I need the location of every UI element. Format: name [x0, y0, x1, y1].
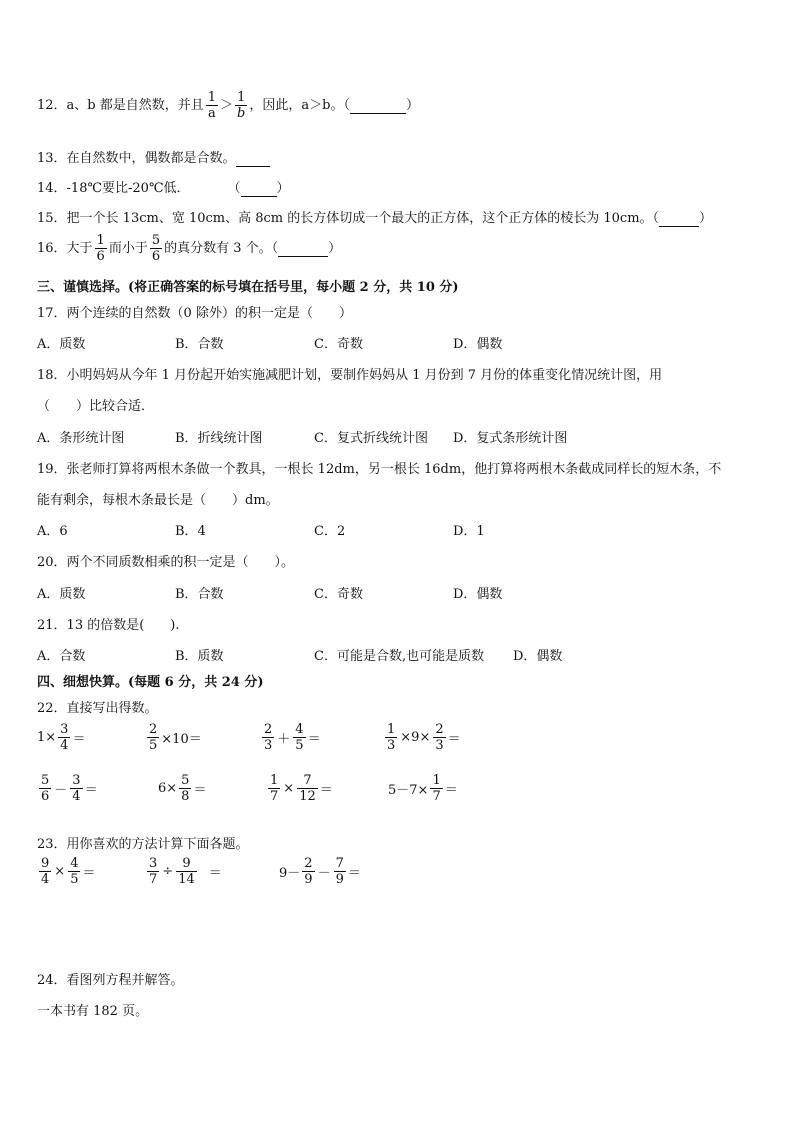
q17-option-d[interactable]: D．偶数: [453, 337, 503, 352]
q22-expression-1: 1× $\frac{3}{4}$ ＝: [37, 722, 86, 753]
q23-expression-2: $\frac{3}{7}$ ÷ $\frac{9}{14}$ ＝: [149, 856, 222, 887]
question-18-line-2: （ ）比较合适．: [37, 399, 155, 414]
question-15: 15．把一个长 13cm、宽 10cm、高 8cm 的长方体切成一个最大的正方体，这个正方体的棱长为 10cm。（ ）: [37, 211, 713, 226]
question-19-line-1: 19．张老师打算将两根木条做一个教具，一根长 12dm，另一根长 16dm，他打算将两根木条截成同样长的短木条，不: [37, 462, 722, 477]
q21-option-b[interactable]: B．质数: [175, 649, 224, 664]
q12-text: 12．a、b 都是自然数，并且: [37, 98, 204, 113]
fraction-5-6: $\frac{5}{6}$: [151, 233, 161, 264]
q17-option-a[interactable]: A．质数: [37, 337, 86, 352]
answer-blank-16[interactable]: [278, 241, 328, 257]
q18-option-d[interactable]: D．复式条形统计图: [453, 431, 568, 446]
q20-option-b[interactable]: B．合数: [175, 587, 224, 602]
q19-option-d[interactable]: D．1: [453, 524, 485, 539]
question-12: 12．a、b 都是自然数，并且 $\frac{1}{a}$ ＞ $\frac{1}{b}$ ，因此，a＞b。（ ）: [37, 90, 419, 121]
question-13: 13．在自然数中，偶数都是合数。: [37, 147, 270, 167]
answer-blank-15[interactable]: [659, 211, 699, 227]
q19-option-c[interactable]: C．2: [314, 524, 346, 539]
greater-than-sign: ＞: [220, 98, 234, 113]
q21-option-c[interactable]: C．可能是合数,也可能是质数: [314, 649, 485, 664]
q23-expression-3: 9－ $\frac{2}{9}$ － $\frac{7}{9}$ ＝: [279, 856, 361, 887]
q21-option-d[interactable]: D．偶数: [513, 649, 563, 664]
question-24: 24．看图列方程并解答。: [37, 973, 184, 988]
q19-option-b[interactable]: B．4: [175, 524, 206, 539]
question-18-line-1: 18．小明妈妈从今年 1 月份起开始实施减肥计划，要制作妈妈从 1 月份到 7 月份的体重变化情况统计图，用: [37, 368, 663, 383]
q21-option-a[interactable]: A．合数: [37, 649, 86, 664]
fraction-1-over-b: $\frac{1}{b}$: [237, 90, 246, 121]
q22-expression-4: $\frac{1}{3}$ ×9× $\frac{2}{3}$ ＝: [387, 722, 461, 753]
answer-blank-13[interactable]: [236, 151, 270, 167]
question-20: 20．两个不同质数相乘的积一定是（ ）。: [37, 555, 295, 570]
q22-expression-7: $\frac{1}{7}$ × $\frac{7}{12}$ ＝: [270, 773, 333, 804]
section-3-heading: 三、谨慎选择。(将正确答案的标号填在括号里，每小题 2 分，共 10 分): [37, 280, 459, 295]
q22-expression-8: 5－7× $\frac{1}{7}$ ＝: [388, 773, 458, 804]
q18-option-b[interactable]: B．折线统计图: [175, 431, 263, 446]
question-16: 16．大于 $\frac{1}{6}$ 而小于 $\frac{5}{6}$ 的真分数有 3 个。（ ）: [37, 233, 342, 264]
q20-option-d[interactable]: D．偶数: [453, 587, 503, 602]
question-22: 22．直接写出得数。: [37, 701, 158, 716]
fraction-1-6: $\frac{1}{6}$: [96, 233, 105, 264]
q22-expression-6: 6× $\frac{5}{8}$ ＝: [158, 773, 207, 804]
q17-option-b[interactable]: B．合数: [175, 337, 224, 352]
q20-option-a[interactable]: A．质数: [37, 587, 86, 602]
q20-option-c[interactable]: C．奇数: [314, 587, 363, 602]
answer-blank-12[interactable]: [350, 98, 406, 114]
q19-option-a[interactable]: A．6: [37, 524, 68, 539]
q17-option-c[interactable]: C．奇数: [314, 337, 363, 352]
q18-option-a[interactable]: A．条形统计图: [37, 431, 125, 446]
answer-blank-14[interactable]: [241, 181, 277, 197]
q22-expression-3: $\frac{2}{3}$ ＋ $\frac{4}{5}$ ＝: [264, 722, 321, 753]
question-24-info: 一本书有 182 页。: [37, 1004, 149, 1019]
q12-text-after: ，因此，a＞b。（: [249, 98, 350, 113]
question-21: 21．13 的倍数是( ).: [37, 618, 180, 633]
question-14: 14．-18℃要比-20℃低． （ ）: [37, 181, 290, 196]
q18-option-c[interactable]: C．复式折线统计图: [314, 431, 428, 446]
q23-expression-1: $\frac{9}{4}$ × $\frac{4}{5}$ ＝: [41, 856, 96, 887]
section-4-heading: 四、细想快算。(每题 6 分，共 24 分): [37, 675, 264, 690]
question-19-line-2: 能有剩余，每根木条最长是（ ）dm。: [37, 493, 279, 508]
q22-expression-5: $\frac{5}{6}$ － $\frac{3}{4}$ ＝: [41, 773, 98, 804]
fraction-1-over-a: $\frac{1}{a}$: [207, 90, 217, 121]
q22-expression-2: $\frac{2}{5}$ ×10＝: [149, 722, 202, 753]
question-23: 23．用你喜欢的方法计算下面各题。: [37, 837, 249, 852]
question-17: 17．两个连续的自然数（0 除外）的积一定是（ ）: [37, 306, 352, 321]
